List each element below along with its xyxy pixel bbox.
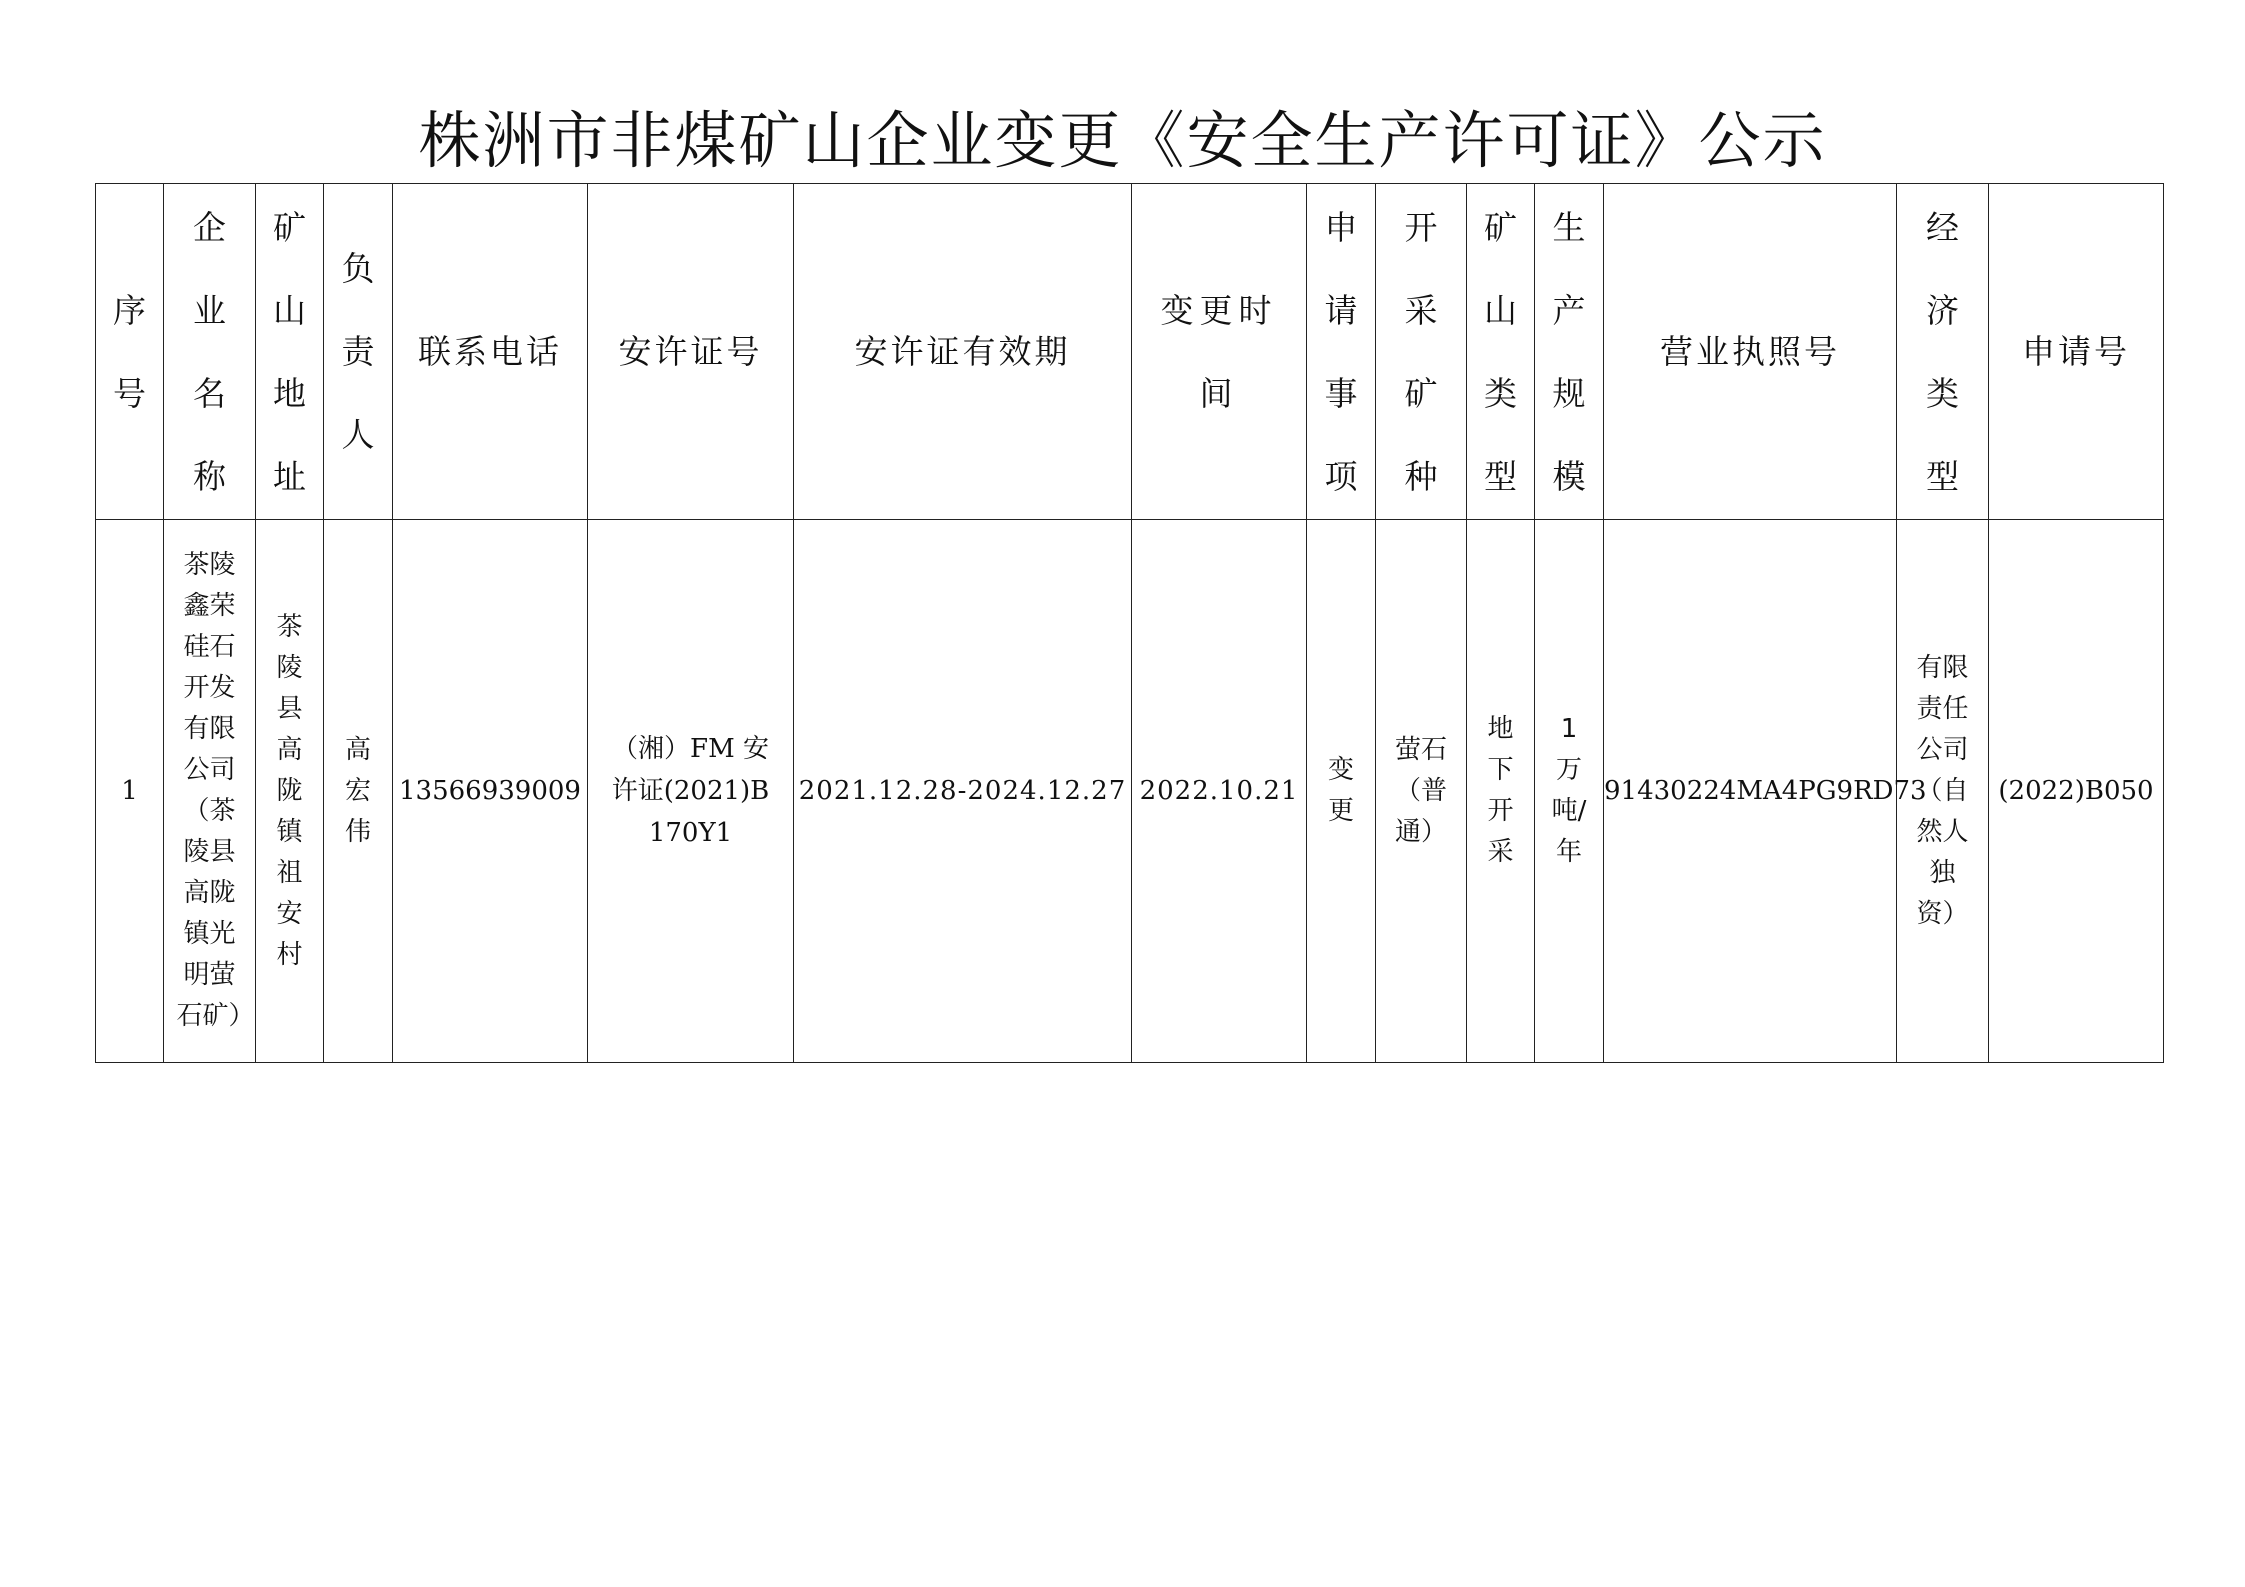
header-mineral: 开采矿种 [1376,184,1467,520]
header-company: 企业名称 [164,184,256,520]
cell-address: 茶陵县高陇镇祖安村 [256,520,324,1063]
cell-company: 茶陵鑫荣硅石开发有限公司（茶陵县高陇镇光明萤石矿） [164,520,256,1063]
header-item: 申请事项 [1307,184,1376,520]
cell-validity: 2021.12.28-2024.12.27 [794,520,1132,1063]
cell-item: 变更 [1307,520,1376,1063]
header-license-no: 安许证号 [588,184,794,520]
cell-seq: 1 [96,520,164,1063]
cell-owner: 高宏伟 [324,520,393,1063]
cell-scale: 1万吨/年 [1535,520,1604,1063]
cell-econ-type: 有限责任公司（自然人独资） [1897,520,1989,1063]
cell-application-no: (2022)B050 [1989,520,2164,1063]
header-application-no: 申请号 [1989,184,2164,520]
header-scale: 生产规模 [1535,184,1604,520]
header-phone: 联系电话 [393,184,588,520]
header-seq: 序号 [96,184,164,520]
header-business-license: 营业执照号 [1604,184,1897,520]
header-validity: 安许证有效期 [794,184,1132,520]
header-owner: 负责人 [324,184,393,520]
header-mine-type: 矿山类型 [1467,184,1535,520]
table-row [96,520,2164,1063]
cell-mineral: 萤石（普通） [1376,520,1467,1063]
notice-table [95,183,2164,1063]
cell-license-no: （湘）FM 安许证(2021)B170Y1 [588,520,794,1063]
cell-mine-type: 地下开采 [1467,520,1535,1063]
page-title: 株洲市非煤矿山企业变更《安全生产许可证》公示 [418,104,1827,177]
header-econ-type: 经济类型 [1897,184,1989,520]
header-row [96,184,2164,520]
cell-phone: 13566939009 [393,520,588,1063]
header-change-time: 变更时间 [1132,184,1307,520]
header-address: 矿山地址 [256,184,324,520]
cell-change-time: 2022.10.21 [1132,520,1307,1063]
cell-business-license: 91430224MA4PG9RD73 [1604,520,1897,1063]
